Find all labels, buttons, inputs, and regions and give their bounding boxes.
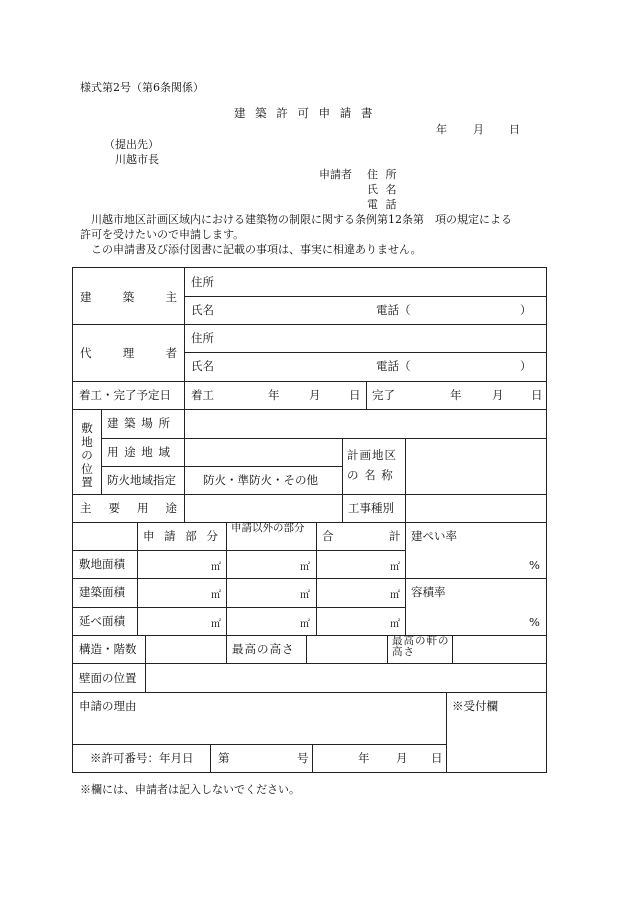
agent-address-label: 住所 [191, 331, 214, 345]
plan-district-label-1: 計画地区 [347, 448, 397, 462]
start-label: 着工 [191, 388, 214, 402]
start-year: 年 [268, 388, 280, 402]
body-text-line1: 川越市地区計画区域内における建築物の制限に関する条例第12条第 項の規定による [91, 213, 512, 226]
max-height-label: 最高の高さ [232, 642, 295, 656]
reason-label: 申請の理由 [79, 699, 137, 713]
coverage-label: 建ぺい率 [411, 529, 457, 543]
footer-note: ※欄には、申請者は記入しないでください。 [80, 783, 300, 796]
reception-label: ※受付欄 [452, 699, 498, 713]
applicant-address-label: 住 所 [367, 168, 399, 181]
site-area-applied-unit: ㎡ [211, 562, 221, 573]
owner-address-label: 住所 [191, 275, 214, 289]
permit-go-label: 号 [297, 751, 309, 765]
permit-number-label: ※許可番号：年月日 [90, 751, 194, 765]
coverage-percent: % [529, 558, 540, 572]
date-day: 日 [509, 123, 520, 136]
submit-to-value: 川越市長 [115, 153, 159, 166]
floor-area-label: 延べ面積 [79, 614, 125, 628]
permit-year: 年 [358, 751, 370, 765]
fire-district-options: 防火・準防火・その他 [203, 473, 318, 487]
date-year: 年 [436, 123, 447, 136]
agent-phone-close: ） [520, 359, 532, 373]
col-other-header: 申請以外の部分 [231, 522, 305, 534]
col-applied-header: 申 請 部 分 [143, 529, 221, 543]
structure-label: 構造・階数 [79, 642, 137, 656]
body-text-line3: この申請書及び添付図書に記載の事項は、事実に相違ありません。 [91, 243, 422, 256]
building-site-label: 建 築 場 所 [107, 416, 171, 430]
main-use-label-text: 主 要 用 途 [80, 501, 177, 515]
building-area-label: 建築面積 [79, 585, 125, 599]
floor-area-applied-unit: ㎡ [211, 619, 221, 630]
agent-phone-open: 電話（ [376, 359, 411, 373]
agent-name-label: 氏名 [191, 359, 214, 373]
complete-label: 完了 [372, 388, 395, 402]
main-use-label [80, 501, 177, 515]
owner-name-label: 氏名 [191, 303, 214, 317]
applicant-name-label: 氏 名 [367, 183, 399, 196]
applicant-label: 申請者 [319, 168, 352, 181]
building-area-total-unit: ㎡ [390, 590, 400, 601]
site-area-label: 敷地面積 [79, 557, 125, 571]
body-text-line2: 許可を受けたいので申請します。 [80, 228, 245, 241]
start-month: 月 [309, 388, 321, 402]
form-number: 様式第2号（第6条関係） [80, 81, 204, 94]
floor-area-total-unit: ㎡ [390, 619, 400, 630]
building-area-other-unit: ㎡ [300, 590, 310, 601]
owner-phone-close: ） [520, 303, 532, 317]
col-total-header-2: 計 [389, 529, 401, 543]
submit-to-label: （提出先） [104, 138, 159, 151]
far-label: 容積率 [411, 585, 446, 599]
date-month: 月 [473, 123, 484, 136]
complete-year: 年 [450, 388, 462, 402]
far-percent: % [529, 615, 540, 629]
agent-label [80, 346, 177, 360]
wall-position-label: 壁面の位置 [79, 671, 137, 685]
site-area-other-unit: ㎡ [300, 562, 310, 573]
complete-month: 月 [492, 388, 504, 402]
floor-area-other-unit: ㎡ [300, 619, 310, 630]
site-area-total-unit: ㎡ [390, 562, 400, 573]
max-eave-label: 最高の軒の高さ [392, 635, 450, 658]
col-total-header-1: 合 [322, 529, 334, 543]
agent-label-text: 代 理 者 [80, 346, 177, 360]
owner-phone-open: 電話（ [376, 303, 411, 317]
plan-district-label-2: の 名 称 [347, 468, 394, 482]
site-label: 敷地の位置 [81, 421, 93, 489]
complete-day: 日 [531, 388, 543, 402]
building-area-applied-unit: ㎡ [211, 590, 221, 601]
page-title: 建 築 許 可 申 請 書 [234, 106, 376, 120]
work-type-label: 工事種別 [348, 501, 394, 515]
permit-day: 日 [431, 751, 443, 765]
owner-label [80, 290, 177, 304]
permit-dai-label: 第 [218, 751, 230, 765]
applicant-phone-label: 電 話 [367, 198, 399, 211]
start-day: 日 [349, 388, 361, 402]
use-district-label: 用 途 地 域 [107, 445, 171, 459]
fire-district-label: 防火地域指定 [107, 473, 176, 487]
schedule-label: 着工・完了予定日 [79, 388, 171, 402]
owner-label-text: 建 築 主 [80, 290, 177, 304]
permit-month: 月 [396, 751, 408, 765]
